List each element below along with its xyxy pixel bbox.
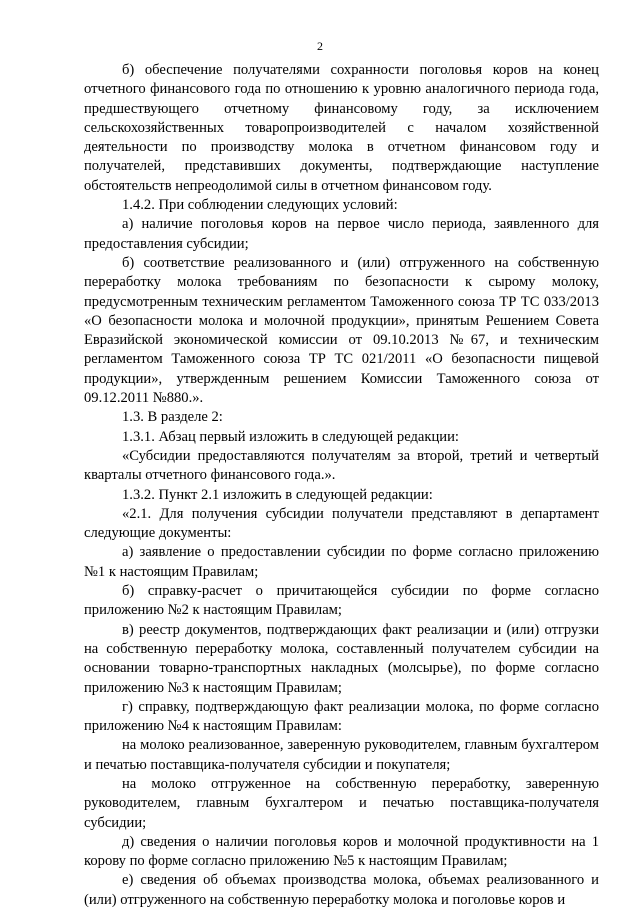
paragraph-3: а) наличие поголовья коров на первое число периода, заявленного для предоставления субсидии; xyxy=(84,216,599,252)
paragraph-4: б) соответствие реализованного и (или) отгруженного на собственную переработку молока требованиям по безопасности к сырому молоку, предусмотренным техническим регламентом Таможенного союза ТР ТС 033/2013 «О безопасности молока и молочной продукции», принятым Решением Совета Евразийской экономической комиссии от 09.10.2013 №67, и техническим регламентом Таможенного союза ТР ТС 021/2011 «О безопасности пищевой продукции», утвержденным решением Комиссии Таможенного союза от 09.12.2011 №880.». xyxy=(84,254,599,407)
paragraph-15: на молоко отгруженное на собственную переработку, заверенную руководителем, главным бухгалтером и печатью поставщика-получателя субсидии; xyxy=(84,775,599,831)
paragraph-9: «2.1. Для получения субсидии получатели представляют в департамент следующие документы: xyxy=(84,505,599,542)
document-body xyxy=(84,61,599,910)
paragraph-12: в) реестр документов, подтверждающих факт реализации и (или) отгрузки на собственную переработку молока, составленный получателем субсидии на основании товарно-транспортных накладных (молсырье), по форме согласно приложению №3 к настоящим Правилам; xyxy=(84,621,599,696)
paragraph-5: 1.3. В разделе 2: xyxy=(122,409,223,426)
paragraph-16: д) сведения о наличии поголовья коров и молочной продуктивности на 1 корову по форме согласно приложению №5 к настоящим Правилам; xyxy=(84,833,599,870)
paragraph-10: а) заявление о предоставлении субсидии по форме согласно приложению №1 к настоящим Правилам; xyxy=(84,544,599,580)
paragraph-7: «Субсидии предоставляются получателям за второй, третий и четвертый кварталы отчетного финансового года.». xyxy=(84,447,599,484)
paragraph-8: 1.3.2. Пункт 2.1 изложить в следующей редакции: xyxy=(122,486,433,503)
paragraph-6: 1.3.1. Абзац первый изложить в следующей редакции: xyxy=(122,428,459,445)
page-number: 2 xyxy=(317,39,323,53)
paragraph-14: на молоко реализованное, заверенную руководителем, главным бухгалтером и печатью поставщика-получателя субсидии и покупателя; xyxy=(84,737,599,773)
paragraph-13: г) справку, подтверждающую факт реализации молока, по форме согласно приложению №4 к настоящим Правилам: xyxy=(84,698,599,735)
paragraph-11: б) справку-расчет о причитающейся субсидии по форме согласно приложению №2 к настоящим Правилам; xyxy=(84,583,599,619)
paragraph-2: 1.4.2. При соблюдении следующих условий: xyxy=(122,197,398,214)
paragraph-17: е) сведения об объемах производства молока, объемах реализованного и (или) отгруженного на собственную переработку молока и поголовье коров и xyxy=(84,872,599,908)
paragraph-1: б) обеспечение получателями сохранности поголовья коров на конец отчетного финансового года по отношению к уровню аналогичного периода года, предшествующего отчетному финансовому году, за исключением сельскохозяйственных товаропроизводителей с началом хозяйственной деятельности по производству молока в отчетном финансовом году и получателей, представивших документы, подтверждающие наступление обстоятельств непреодолимой силы в отчетном финансовом году. xyxy=(84,62,599,194)
